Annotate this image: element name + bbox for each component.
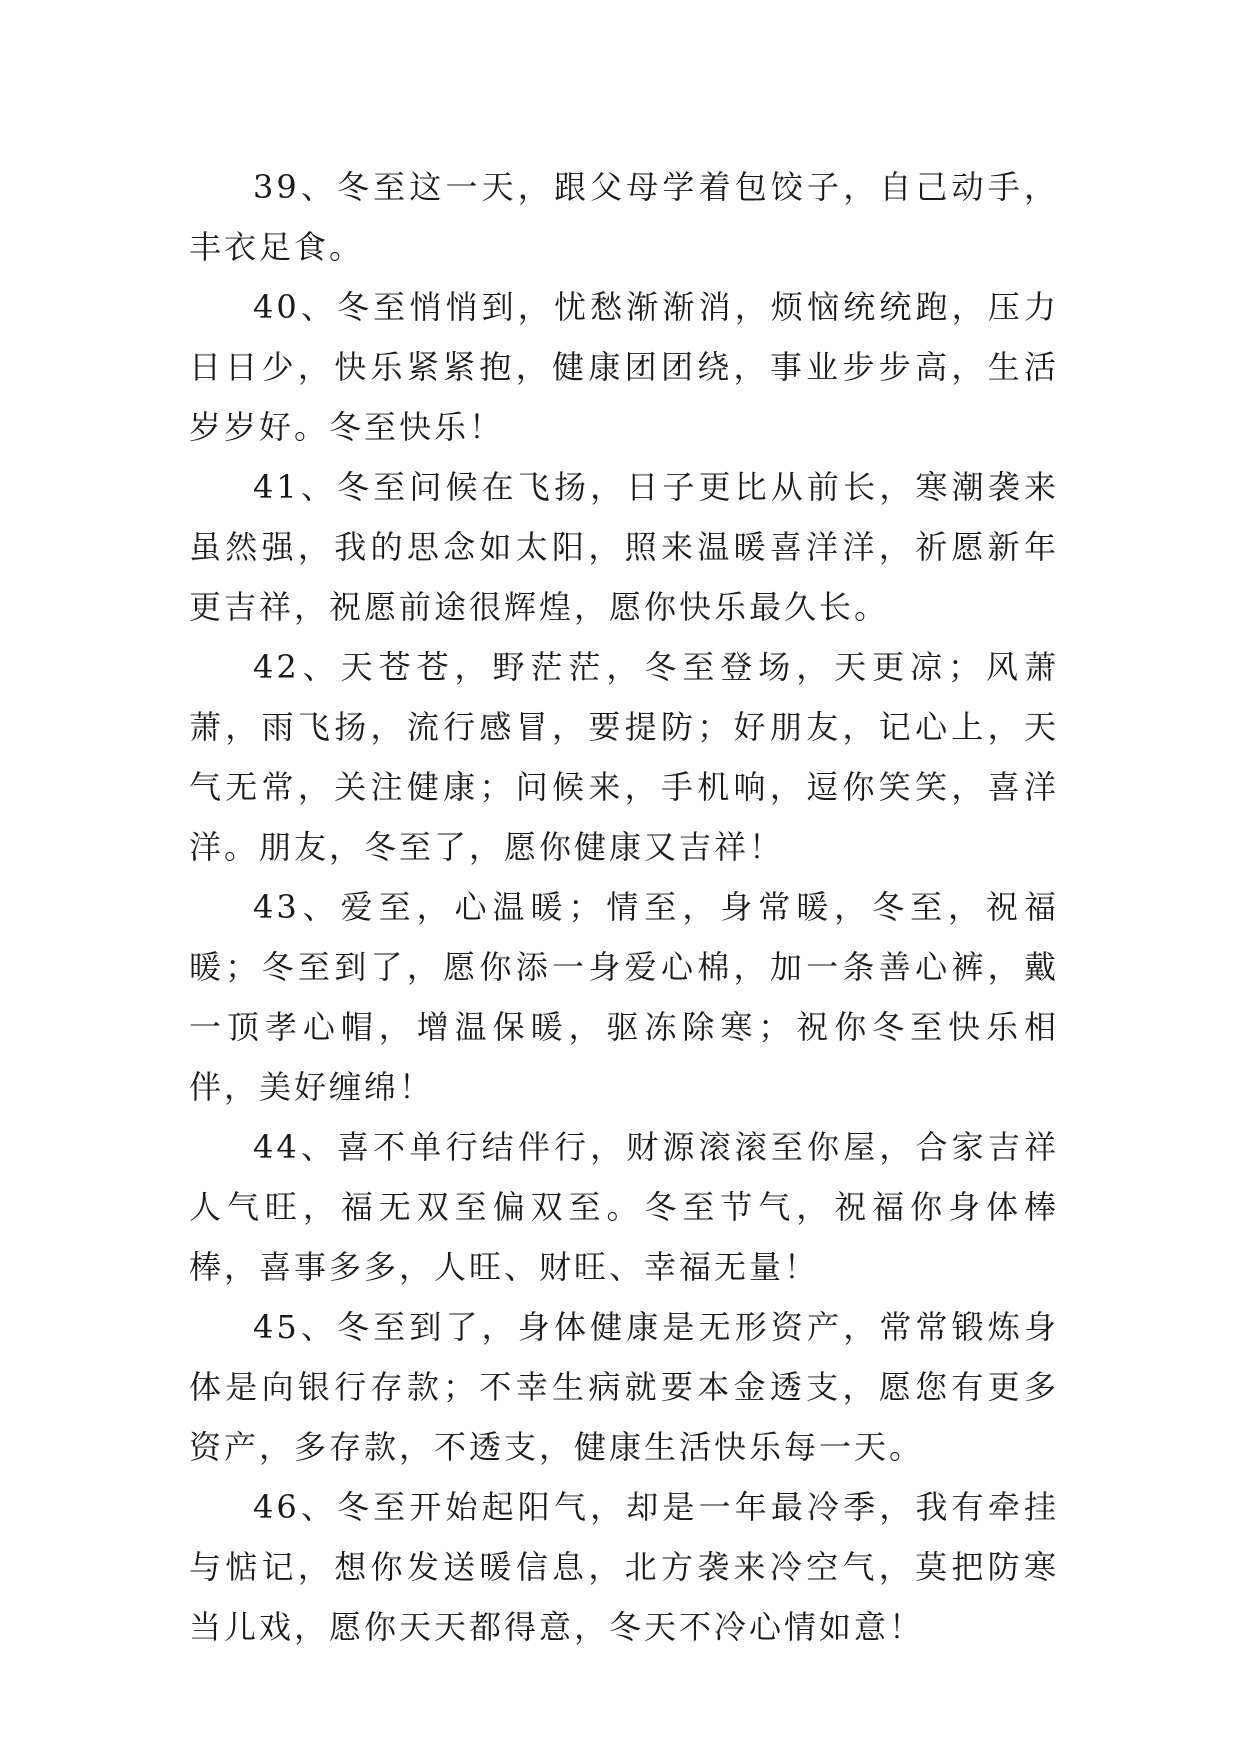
paragraph-43: 43、爱至，心温暖；情至，身常暖，冬至，祝福暖；冬至到了，愿你添一身爱心棉，加一条善心裤，戴一顶孝心帽，增温保暖，驱冻除寒；祝你冬至快乐相伴，美好缠绵！: [189, 888, 1059, 1106]
paragraph-41: 41、冬至问候在飞扬，日子更比从前长，寒潮袭来虽然强，我的思念如太阳，照来温暖喜洋洋，祈愿新年更吉祥，祝愿前途很辉煌，愿你快乐最久长。: [189, 468, 1059, 626]
paragraph-45: 45、冬至到了，身体健康是无形资产，常常锻炼身体是向银行存款；不幸生病就要本金透支，愿您有更多资产，多存款，不透支，健康生活快乐每一天。: [189, 1308, 1059, 1466]
paragraph-39: 39、冬至这一天，跟父母学着包饺子，自己动手，丰衣足食。: [189, 168, 1059, 266]
document-body: [189, 157, 1059, 1657]
paragraph-46: 46、冬至开始起阳气，却是一年最冷季，我有牵挂与惦记，想你发送暖信息，北方袭来冷空气，莫把防寒当儿戏，愿你天天都得意，冬天不冷心情如意！: [189, 1488, 1059, 1646]
paragraph-44: 44、喜不单行结伴行，财源滚滚至你屋，合家吉祥人气旺，福无双至偏双至。冬至节气，祝福你身体棒棒，喜事多多，人旺、财旺、幸福无量！: [189, 1128, 1059, 1286]
paragraph-42: 42、天苍苍，野茫茫，冬至登场，天更凉；风萧萧，雨飞扬，流行感冒，要提防；好朋友，记心上，天气无常，关注健康；问候来，手机响，逗你笑笑，喜洋洋。朋友，冬至了，愿你健康又吉祥！: [189, 648, 1059, 866]
paragraph-40: 40、冬至悄悄到，忧愁渐渐消，烦恼统统跑，压力日日少，快乐紧紧抱，健康团团绕，事业步步高，生活岁岁好。冬至快乐！: [189, 288, 1059, 446]
